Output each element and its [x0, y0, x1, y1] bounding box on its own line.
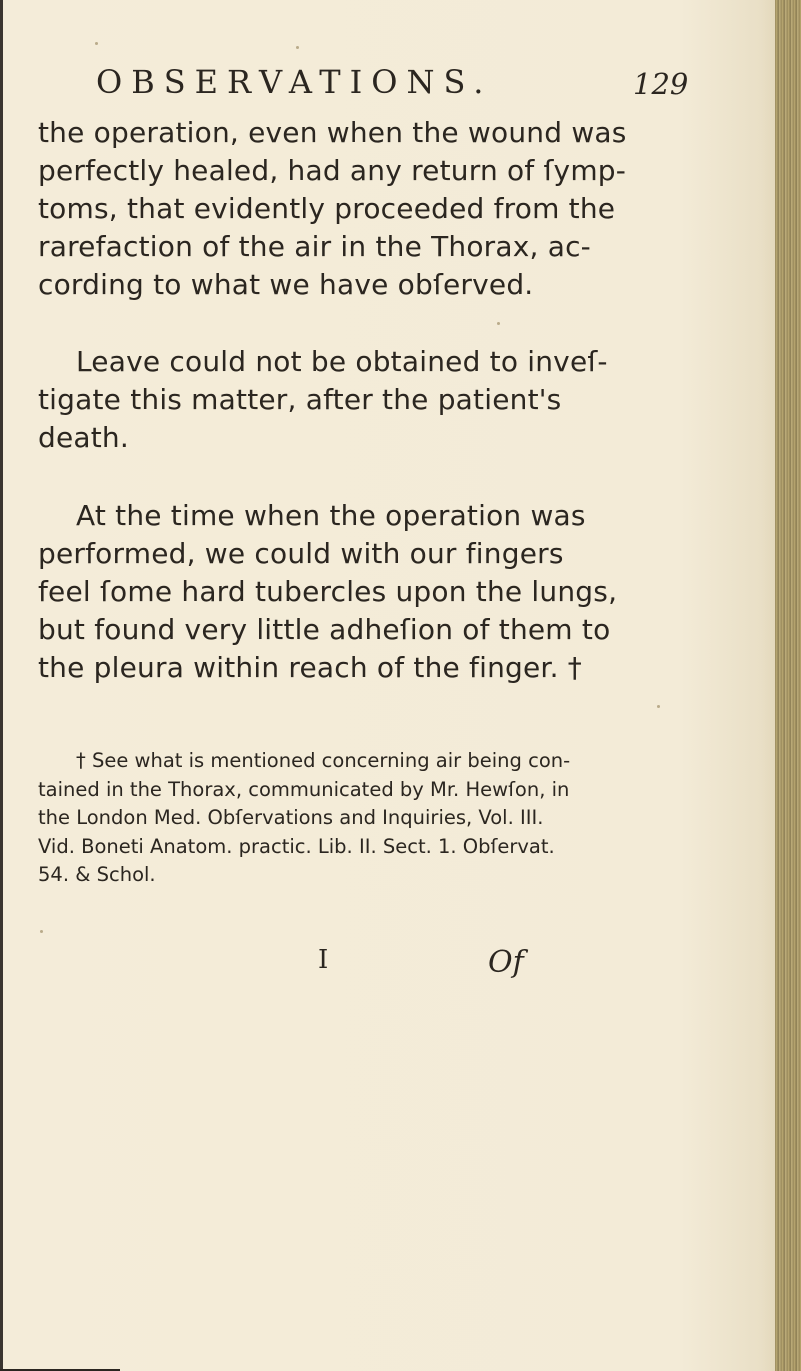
footnote-line: Vid. Boneti Anatom. practic. Lib. II. Sect. 1. Obſervat. — [38, 834, 555, 858]
paper-speck — [497, 322, 500, 325]
text-line: rarefaction of the air in the Thorax, ac- — [38, 230, 591, 263]
paper-speck — [95, 42, 98, 45]
catchword: Of — [488, 945, 524, 980]
footnote-line: † See what is mentioned concerning air being con- — [76, 749, 571, 772]
text-line: At the time when the operation was — [76, 499, 586, 532]
paper-speck — [657, 705, 660, 708]
footnote-line: the London Med. Obſervations and Inquiries, Vol. III. — [38, 806, 544, 829]
text-line: tigate this matter, after the patient's — [38, 383, 562, 416]
paper-speck — [296, 46, 299, 49]
page-header — [0, 62, 770, 110]
book-spine-edge — [775, 0, 801, 1371]
page-footer — [0, 945, 801, 985]
text-line: Leave could not be obtained to inveſ- — [76, 345, 608, 378]
footnote-line: 54. & Schol. — [38, 863, 156, 886]
running-head: OBSERVATIONS. — [96, 63, 493, 101]
paragraph-3 — [38, 497, 778, 687]
footnote — [38, 747, 778, 890]
footnote-line: tained in the Thorax, communicated by Mr. Hewſon, in — [38, 777, 570, 801]
text-line: the operation, even when the wound was — [38, 116, 627, 149]
paragraph-1 — [38, 114, 778, 304]
text-line: performed, we could with our fingers — [38, 537, 564, 570]
paper-speck — [40, 930, 43, 933]
text-line: but found very little adheſion of them to — [38, 613, 611, 646]
text-line: cording to what we have obſerved. — [38, 268, 534, 301]
signature-mark: I — [318, 945, 329, 975]
text-line: toms, that evidently proceeded from the — [38, 192, 616, 225]
text-line: death. — [38, 421, 129, 454]
page-number: 129 — [633, 67, 689, 101]
text-line: perfectly healed, had any return of ſymp- — [38, 154, 627, 187]
text-line: feel ſome hard tubercles upon the lungs, — [38, 575, 618, 608]
page-left-edge — [0, 0, 3, 1371]
text-line: the pleura within reach of the finger. † — [38, 651, 582, 684]
paragraph-2 — [38, 343, 778, 457]
